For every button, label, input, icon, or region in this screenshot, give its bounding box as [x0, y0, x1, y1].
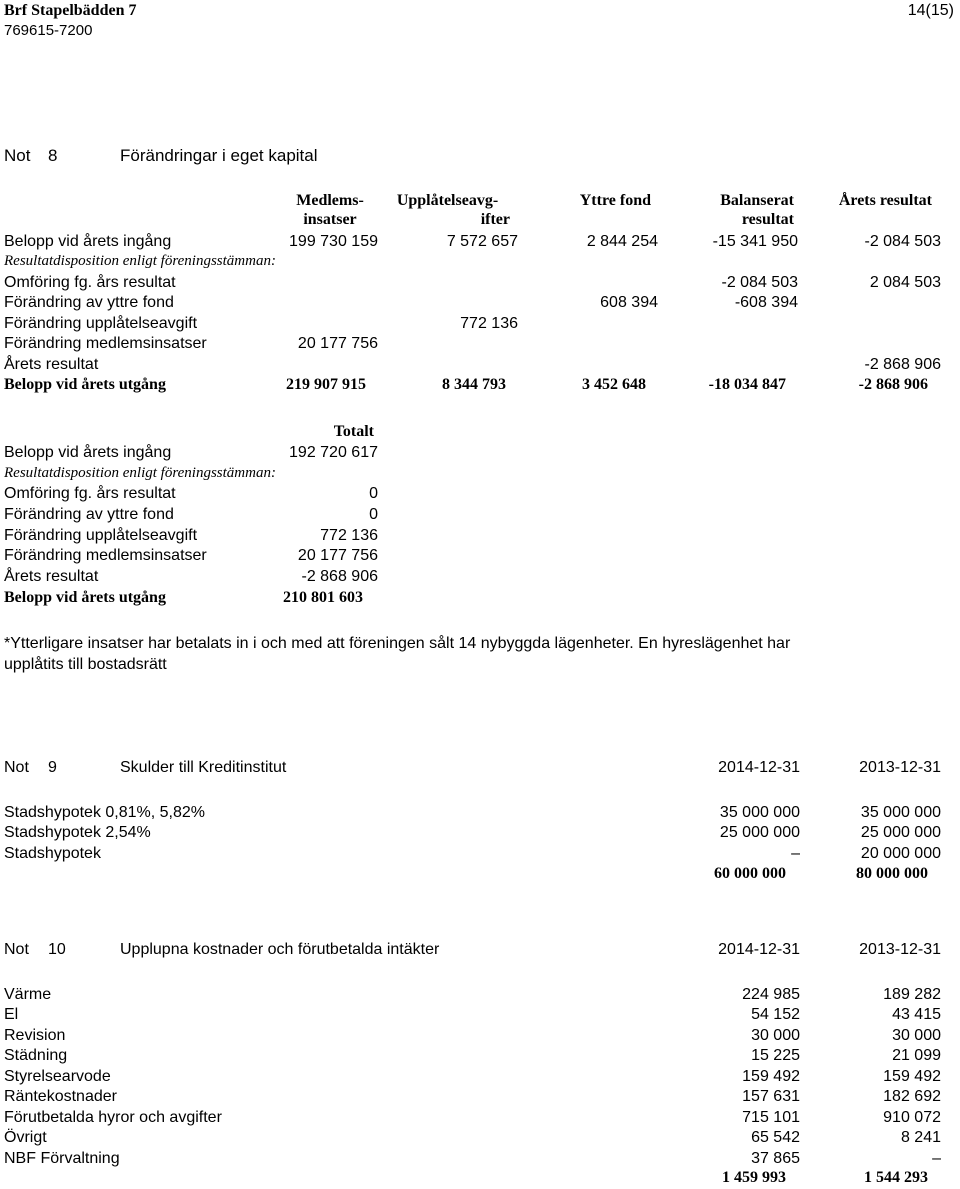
n8-row-label: Omföring fg. års resultat: [4, 274, 176, 291]
col-header-line1: Balanserat: [720, 192, 794, 209]
note10-row-label: Räntekostnader: [4, 1088, 117, 1105]
org-number: 769615-7200: [4, 22, 93, 39]
total-row-label: Omföring fg. års resultat: [4, 485, 176, 502]
note9-value: 25 000 000: [719, 824, 800, 841]
note10-value: 30 000: [751, 1027, 800, 1044]
note10-row-label: El: [4, 1006, 19, 1023]
note9-col2-header: 2013-12-31: [859, 759, 941, 776]
note10-row-label: Övrigt: [4, 1129, 47, 1146]
n8-cell: 199 730 159: [289, 233, 378, 250]
note10-value: 715 101: [742, 1109, 800, 1126]
note10-value: 65 542: [751, 1129, 800, 1146]
note9-total: 60 000 000: [714, 865, 786, 882]
total-row-value: 772 136: [320, 527, 378, 544]
col-header-balanserat-resultat: [680, 191, 794, 229]
note10-row-label: Städning: [4, 1047, 68, 1064]
note10-number: 10: [48, 941, 66, 958]
note10-value: 157 631: [742, 1088, 800, 1105]
note10-value: –: [932, 1150, 941, 1167]
col-header-line2: ifter: [480, 211, 510, 228]
total-row-label: Förändring av yttre fond: [4, 506, 174, 523]
note9-value: –: [791, 845, 800, 862]
n8-cell: 219 907 915: [286, 376, 366, 393]
n8-row-label: Förändring medlemsinsatser: [4, 335, 207, 352]
n8-cell: 20 177 756: [297, 335, 378, 352]
note10-col2-header: 2013-12-31: [859, 941, 941, 958]
note10-total: 1 544 293: [864, 1169, 928, 1186]
note9-value: 35 000 000: [719, 804, 800, 821]
note9-title: Skulder till Kreditinstitut: [120, 759, 287, 776]
note10-value: 37 865: [751, 1150, 800, 1167]
total-row-value: 192 720 617: [289, 444, 378, 461]
total-row-label: Belopp vid årets utgång: [4, 589, 166, 606]
note10-row-label: Revision: [4, 1027, 66, 1044]
total-row-label: Förändring medlemsinsatser: [4, 547, 207, 564]
total-row-value: 0: [369, 485, 378, 502]
total-row-value: 0: [369, 506, 378, 523]
note10-not-label: Not: [4, 941, 29, 958]
total-row-value: -2 868 906: [301, 568, 378, 585]
note10-value: 224 985: [742, 986, 800, 1003]
note10-col1-header: 2014-12-31: [718, 941, 800, 958]
note9-row-label: Stadshypotek 0,81%, 5,82%: [4, 804, 206, 821]
n8-row-label: Belopp vid årets utgång: [4, 376, 166, 393]
n8-cell: -2 084 503: [864, 233, 941, 250]
col-header-line1: Yttre fond: [579, 192, 651, 209]
n8-cell: 2 084 503: [869, 274, 941, 291]
total-row-value: 20 177 756: [297, 547, 378, 564]
n8-row-label: Årets resultat: [4, 356, 99, 373]
total-column-header: Totalt: [333, 423, 374, 440]
n8-cell: 8 344 793: [442, 376, 506, 393]
n8-row-label: Belopp vid årets ingång: [4, 233, 172, 250]
n8-cell: -608 394: [734, 294, 798, 311]
total-row-label: Förändring upplåtelseavgift: [4, 527, 198, 544]
note10-row-label: Förutbetalda hyror och avgifter: [4, 1109, 222, 1126]
n8-cell: 3 452 648: [582, 376, 646, 393]
col-header-line1: Medlems-: [296, 192, 364, 209]
note8-number: 8: [48, 146, 58, 165]
note9-value: 35 000 000: [860, 804, 941, 821]
note10-total: 1 459 993: [722, 1169, 786, 1186]
note10-value: 910 072: [883, 1109, 941, 1126]
n8-cell: 7 572 657: [446, 233, 518, 250]
col-header-line2: insatser: [303, 211, 357, 228]
n8-cell: -15 341 950: [712, 233, 798, 250]
note10-value: 159 492: [742, 1068, 800, 1085]
note10-value: 43 415: [892, 1006, 941, 1023]
note9-row-label: Stadshypotek: [4, 845, 101, 862]
col-header-line2: resultat: [741, 211, 794, 228]
footnote-line: *Ytterligare insatser har betalats in i och med att föreningen sålt 14 nybyggda lägenheter. En hyreslägenhet har: [4, 635, 791, 652]
note10-value: 21 099: [892, 1047, 941, 1064]
note10-row-label: Styrelsearvode: [4, 1068, 111, 1085]
note9-row-label: Stadshypotek 2,54%: [4, 824, 151, 841]
col-header-arets-resultat: [800, 191, 932, 210]
note9-col1-header: 2014-12-31: [718, 759, 800, 776]
col-header-yttre-fond: [550, 191, 651, 210]
page-number: 14(15): [907, 2, 954, 19]
note10-value: 54 152: [751, 1006, 800, 1023]
note10-value: 159 492: [883, 1068, 941, 1085]
note9-value: 25 000 000: [860, 824, 941, 841]
n8-cell: -18 034 847: [708, 376, 786, 393]
note10-value: 189 282: [883, 986, 941, 1003]
n8-row-label: Resultatdisposition enligt föreningsstämman:: [4, 253, 276, 269]
note8-not-label: Not: [4, 146, 31, 165]
total-row-label: Resultatdisposition enligt föreningsstämman:: [4, 465, 276, 481]
note9-total: 80 000 000: [856, 865, 928, 882]
note10-row-label: Värme: [4, 986, 52, 1003]
n8-row-label: Förändring upplåtelseavgift: [4, 315, 198, 332]
n8-cell: -2 868 906: [858, 376, 928, 393]
total-row-value: 210 801 603: [283, 589, 363, 606]
n8-cell: -2 084 503: [721, 274, 798, 291]
n8-cell: 608 394: [600, 294, 658, 311]
note8-title: Förändringar i eget kapital: [120, 146, 318, 165]
note10-value: 182 692: [883, 1088, 941, 1105]
note9-not-label: Not: [4, 759, 29, 776]
footnote-line: upplåtits till bostadsrätt: [4, 656, 167, 673]
note10-title: Upplupna kostnader och förutbetalda intäkter: [120, 941, 440, 958]
note10-value: 30 000: [892, 1027, 941, 1044]
col-header-line1: Årets resultat: [838, 192, 932, 209]
total-row-label: Belopp vid årets ingång: [4, 444, 172, 461]
note9-value: 20 000 000: [860, 845, 941, 862]
total-row-label: Årets resultat: [4, 568, 99, 585]
n8-cell: 2 844 254: [586, 233, 658, 250]
col-header-line1: Upplåtelseavg-: [396, 192, 499, 209]
note10-value: 8 241: [900, 1129, 941, 1146]
n8-cell: 772 136: [460, 315, 518, 332]
n8-cell: -2 868 906: [864, 356, 941, 373]
note10-value: 15 225: [751, 1047, 800, 1064]
n8-row-label: Förändring av yttre fond: [4, 294, 174, 311]
col-header-medlemsinsatser: [280, 191, 380, 229]
org-name: Brf Stapelbädden 7: [4, 2, 137, 19]
col-header-upplatelseavgifter: [385, 191, 510, 229]
note10-row-label: NBF Förvaltning: [4, 1150, 120, 1167]
note9-number: 9: [48, 759, 57, 776]
